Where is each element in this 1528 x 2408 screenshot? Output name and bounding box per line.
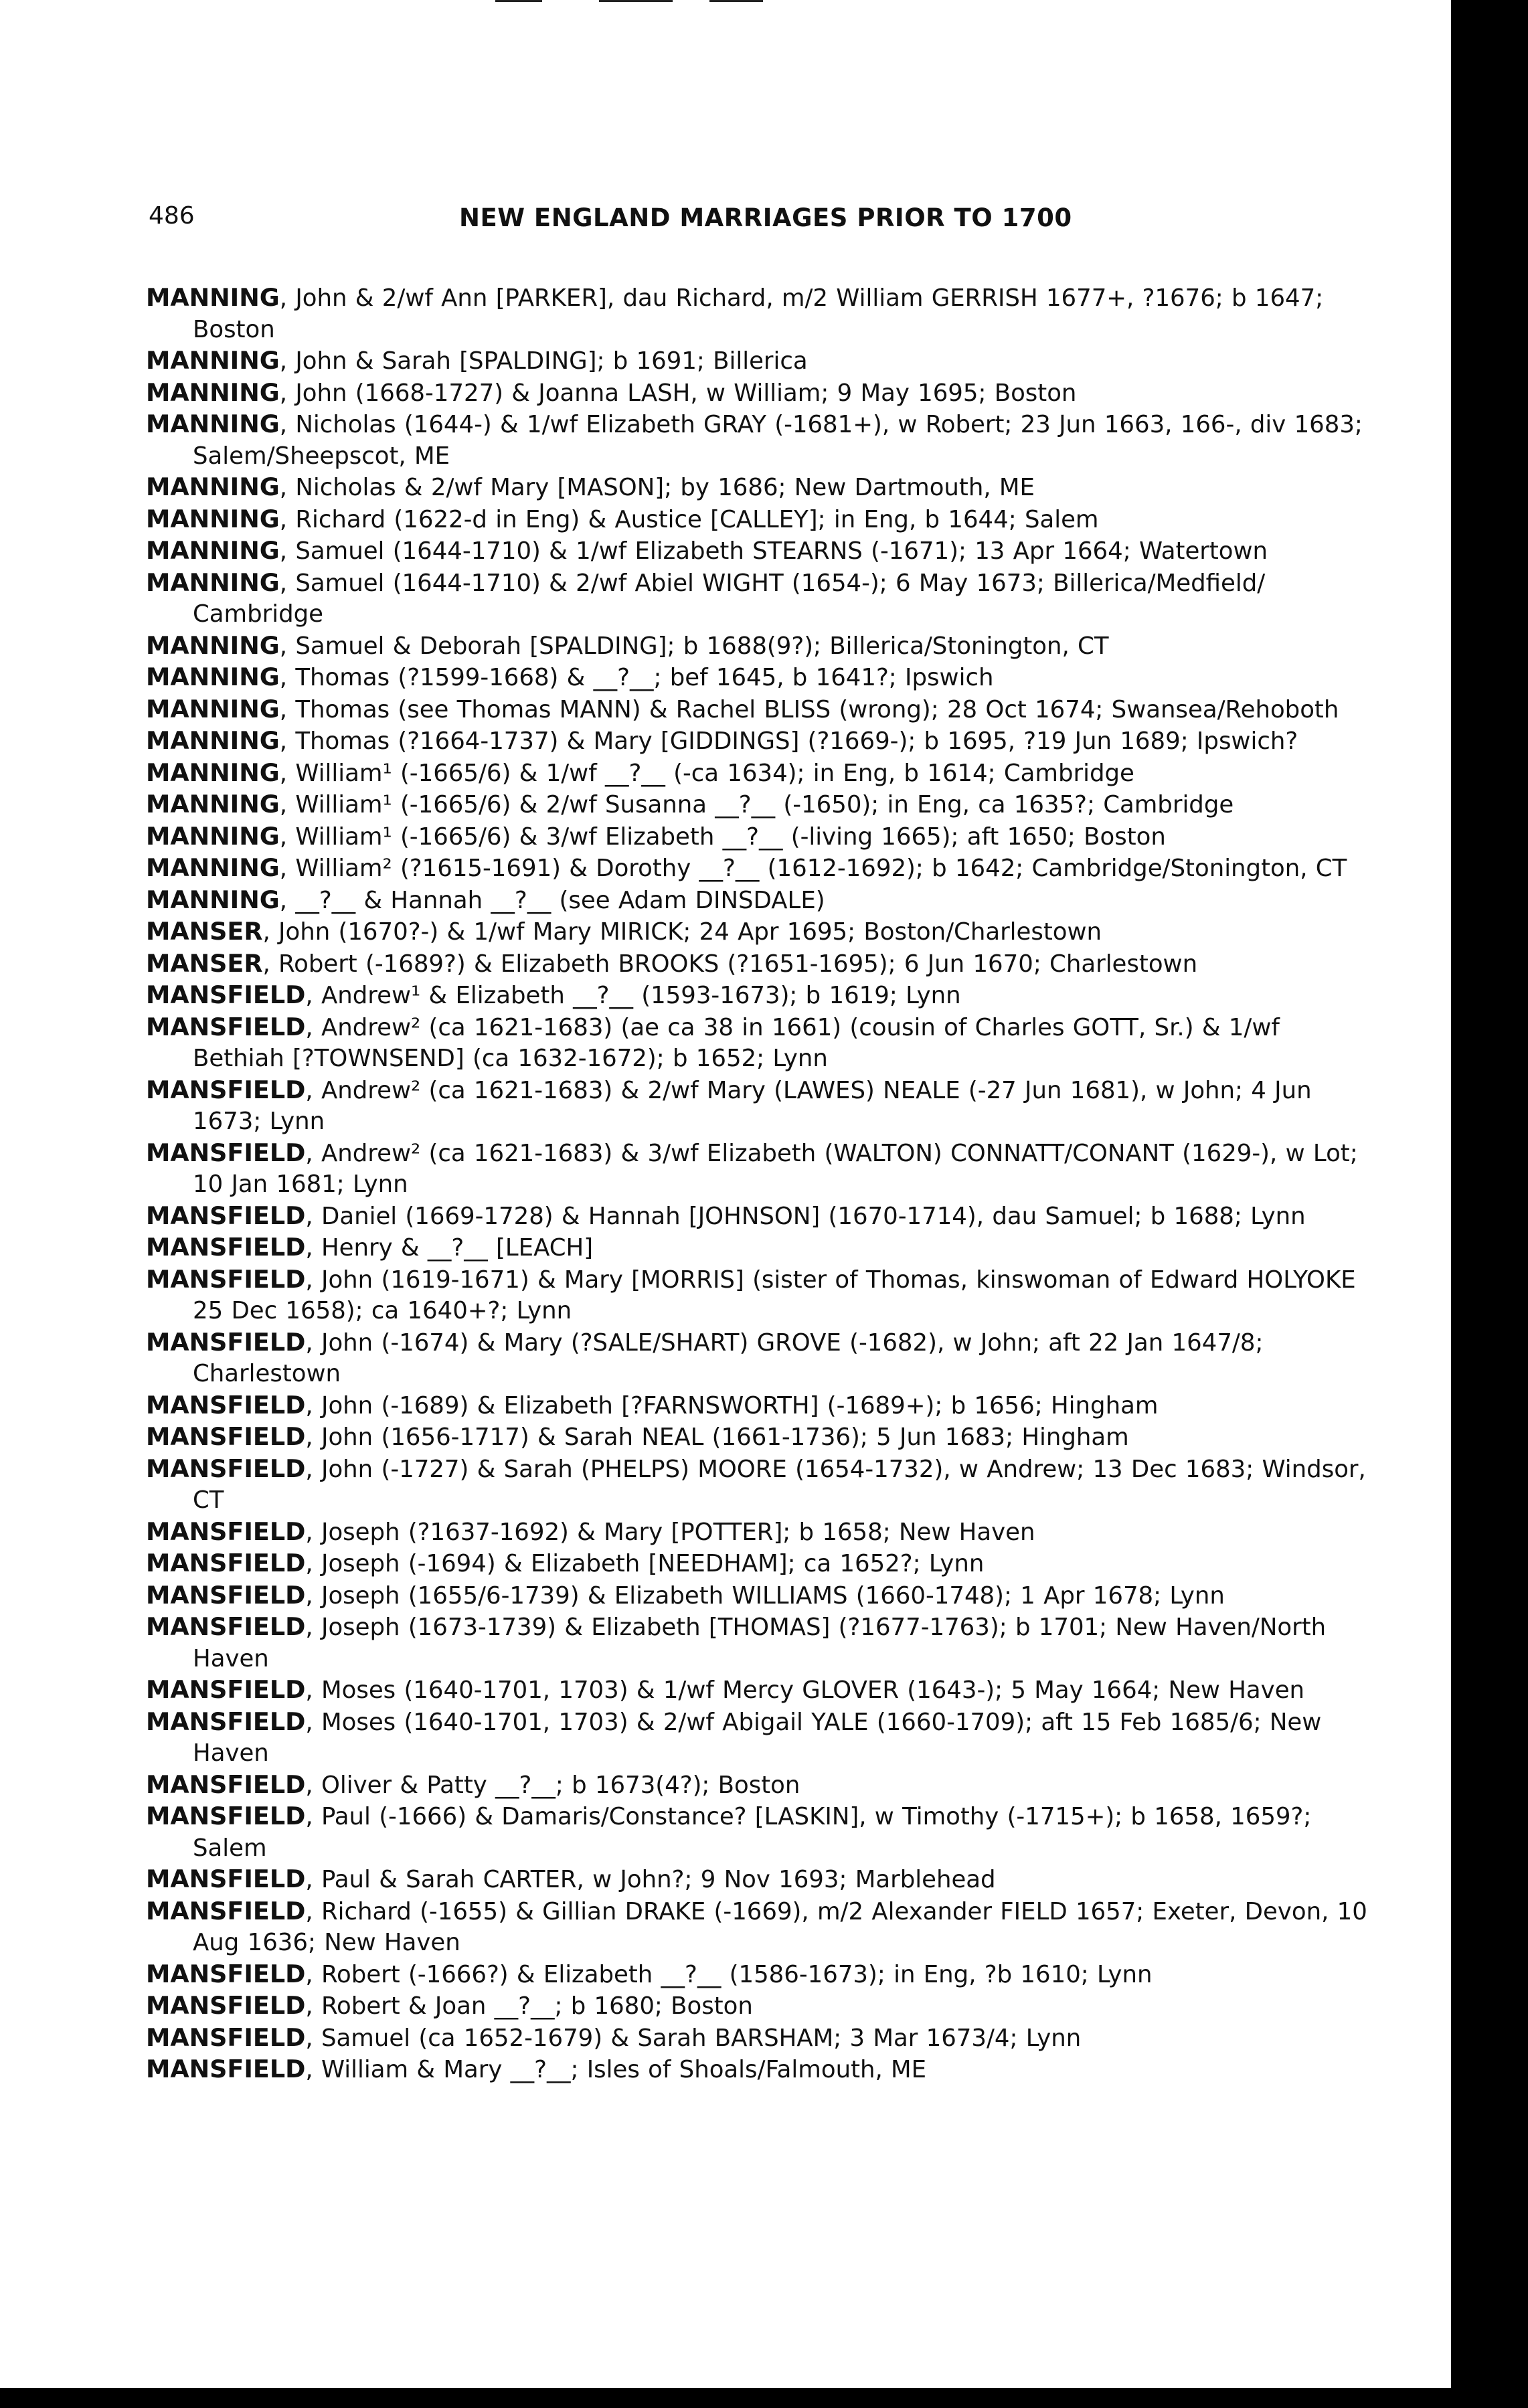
entry-text: , Robert & Joan __?__; b 1680; Boston [305,1992,753,2020]
entry-surname: MANSFIELD [146,1422,306,1451]
marriage-entry [146,1770,1377,1802]
scan-right-border [1451,0,1528,2408]
marriage-entry [146,1864,1377,1896]
marriage-entry [146,2023,1377,2055]
marriage-entry [146,472,1377,504]
entry-text: , Thomas (?1664-1737) & Mary [GIDDINGS] (?1669-); b 1695, ?19 Jun 1689; Ipswich? [279,727,1298,755]
marriage-entry [146,1390,1377,1422]
entry-text: , Richard (-1655) & Gillian DRAKE (-1669), m/2 Alexander FIELD 1657; Exeter, Devon, 10 Aug 1636; New Haven [193,1897,1367,1956]
entry-surname: MANNING [146,853,280,882]
entry-text: , Henry & __?__ [LEACH] [305,1234,594,1262]
entry-surname: MANSFIELD [146,1264,306,1294]
entry-surname: MANSFIELD [146,1675,306,1704]
entry-text: , Samuel (1644-1710) & 1/wf Elizabeth STEARNS (-1671); 13 Apr 1664; Watertown [279,537,1268,565]
marriage-entry [146,1201,1377,1233]
running-title: NEW ENGLAND MARRIAGES PRIOR TO 1700 [459,203,1072,232]
entry-surname: MANNING [146,694,280,723]
entry-text: , Joseph (1673-1739) & Elizabeth [THOMAS] (?1677-1763); b 1701; New Haven/North Haven [193,1614,1327,1672]
entry-surname: MANSFIELD [146,1549,306,1577]
entry-text: , John (1670?-) & 1/wf Mary MIRICK; 24 Apr 1695; Boston/Charlestown [262,918,1102,946]
entry-text: , William & Mary __?__; Isles of Shoals/Falmouth, ME [305,2056,927,2083]
entry-text: , William¹ (-1665/6) & 2/wf Susanna __?__ (-1650); in Eng, ca 1635?; Cambridge [279,791,1234,819]
marriage-entry [146,630,1377,663]
page-header [149,198,1420,238]
entry-surname: MANNING [146,504,280,533]
entry-surname: MANSFIELD [146,1896,306,1925]
entry-text: , Samuel & Deborah [SPALDING]; b 1688(9?); Billerica/Stonington, CT [279,632,1109,660]
marriage-entry [146,377,1377,410]
entry-text: , Andrew² (ca 1621-1683) & 3/wf Elizabeth (WALTON) CONNATT/CONANT (1629-), w Lot; 10 Jan 1681; Lynn [193,1139,1358,1198]
marriage-entry [146,2054,1377,2086]
entry-surname: MANSFIELD [146,1454,306,1483]
entry-text: , William¹ (-1665/6) & 3/wf Elizabeth __?__ (-living 1665); aft 1650; Boston [279,823,1166,851]
entry-text: , __?__ & Hannah __?__ (see Adam DINSDALE) [279,886,825,914]
entry-surname: MANNING [146,885,280,914]
entry-text: , Moses (1640-1701, 1703) & 2/wf Abigail YALE (1660-1709); aft 15 Feb 1685/6; New Haven [193,1708,1322,1767]
entry-text: , John (-1689) & Elizabeth [?FARNSWORTH] (-1689+); b 1656; Hingham [305,1391,1159,1420]
marriage-entry [146,1075,1377,1138]
marriage-entry [146,1674,1377,1707]
scan-top-marks [495,0,776,4]
entry-surname: MANSFIELD [146,1233,306,1262]
marriage-entry [146,853,1377,885]
entry-surname: MANSER [146,917,263,946]
entry-surname: MANNING [146,821,280,851]
entry-surname: MANSFIELD [146,2055,306,2083]
entry-surname: MANSFIELD [146,1138,306,1167]
entry-text: , John (1656-1717) & Sarah NEAL (1661-1736); 5 Jun 1683; Hingham [305,1424,1129,1451]
marriage-entry [146,1264,1377,1327]
marriage-entry [146,504,1377,536]
marriage-entry [146,1959,1377,1991]
marriage-entry [146,1801,1377,1864]
marriage-entry [146,1422,1377,1454]
entry-text: , Joseph (1655/6-1739) & Elizabeth WILLIAMS (1660-1748); 1 Apr 1678; Lynn [305,1581,1225,1610]
entry-surname: MANSFIELD [146,1327,306,1357]
entry-surname: MANNING [146,410,280,438]
entry-surname: MANNING [146,790,280,819]
entry-surname: MANNING [146,630,280,660]
entry-text: , Robert (-1689?) & Elizabeth BROOKS (?1651-1695); 6 Jun 1670; Charlestown [262,950,1198,978]
entry-text: , John (1668-1727) & Joanna LASH, w William; 9 May 1695; Boston [279,379,1077,407]
entry-text: , Joseph (?1637-1692) & Mary [POTTER]; b 1658; New Haven [305,1518,1035,1546]
entry-surname: MANSFIELD [146,1612,306,1641]
entry-surname: MANSFIELD [146,1580,306,1610]
entry-surname: MANSFIELD [146,1707,306,1736]
entry-text: , Andrew¹ & Elizabeth __?__ (1593-1673); b 1619; Lynn [305,982,961,1009]
entry-surname: MANNING [146,283,280,312]
entry-surname: MANSFIELD [146,980,306,1009]
entry-text: , Oliver & Patty __?__; b 1673(4?); Boston [305,1771,800,1799]
entry-surname: MANSFIELD [146,1012,306,1041]
entry-surname: MANNING [146,346,280,375]
entry-text: , Richard (1622-d in Eng) & Austice [CALLEY]; in Eng, b 1644; Salem [279,505,1099,533]
entry-surname: MANSFIELD [146,1390,306,1420]
marriage-entry [146,1232,1377,1264]
marriage-entry [146,916,1377,948]
entry-text: , John (-1674) & Mary (?SALE/SHART) GROVE (-1682), w John; aft 22 Jan 1647/8; Charlestown [193,1328,1264,1387]
page-number: 486 [149,202,195,230]
marriage-entry [146,758,1377,790]
marriage-entry [146,694,1377,726]
entry-surname: MANSFIELD [146,1517,306,1546]
entry-surname: MANNING [146,568,280,597]
entry-surname: MANSFIELD [146,1865,306,1893]
entry-text: , Moses (1640-1701, 1703) & 1/wf Mercy GLOVER (1643-); 5 May 1664; New Haven [305,1676,1305,1704]
marriage-entries-list [146,282,1377,2086]
marriage-entry [146,535,1377,568]
marriage-entry [146,1548,1377,1580]
entry-surname: MANNING [146,472,280,501]
entry-text: , Thomas (see Thomas MANN) & Rachel BLISS (wrong); 28 Oct 1674; Swansea/Rehoboth [279,695,1339,723]
entry-text: , John & Sarah [SPALDING]; b 1691; Billerica [279,347,808,375]
marriage-entry [146,662,1377,694]
entry-surname: MANSFIELD [146,1770,306,1799]
entry-text: , Paul (-1666) & Damaris/Constance? [LASKIN], w Timothy (-1715+); b 1658, 1659?; Salem [193,1803,1312,1862]
entry-text: , Robert (-1666?) & Elizabeth __?__ (1586-1673); in Eng, ?b 1610; Lynn [305,1960,1153,1988]
marriage-entry [146,725,1377,758]
entry-text: , John (-1727) & Sarah (PHELPS) MOORE (1654-1732), w Andrew; 13 Dec 1683; Windsor, CT [193,1455,1366,1514]
entry-surname: MANSFIELD [146,1075,306,1104]
marriage-entry [146,1517,1377,1549]
marriage-entry [146,568,1377,630]
entry-surname: MANSER [146,948,263,978]
marriage-entry [146,1707,1377,1770]
marriage-entry [146,282,1377,345]
marriage-entry [146,948,1377,980]
marriage-entry [146,1454,1377,1517]
entry-text: , John & 2/wf Ann [PARKER], dau Richard, m/2 William GERRISH 1677+, ?1676; b 1647; Boston [193,284,1324,343]
entry-surname: MANSFIELD [146,2023,306,2052]
entry-text: , Daniel (1669-1728) & Hannah [JOHNSON] (1670-1714), dau Samuel; b 1688; Lynn [305,1202,1306,1230]
marriage-entry [146,980,1377,1012]
entry-text: , William¹ (-1665/6) & 1/wf __?__ (-ca 1634); in Eng, b 1614; Cambridge [279,759,1134,787]
marriage-entry [146,1138,1377,1201]
entry-text: , Thomas (?1599-1668) & __?__; bef 1645, b 1641?; Ipswich [279,664,994,691]
entry-surname: MANNING [146,377,280,407]
entry-text: , Andrew² (ca 1621-1683) & 2/wf Mary (LAWES) NEALE (-27 Jun 1681), w John; 4 Jun 1673; Lynn [193,1076,1312,1135]
entry-surname: MANSFIELD [146,1201,306,1230]
marriage-entry [146,1327,1377,1390]
entry-surname: MANSFIELD [146,1959,306,1988]
entry-text: , John (1619-1671) & Mary [MORRIS] (sister of Thomas, kinswoman of Edward HOLYOKE 25 Dec 1658); ca 1640+?; Lynn [193,1266,1356,1324]
entry-text: , William² (?1615-1691) & Dorothy __?__ (1612-1692); b 1642; Cambridge/Stonington, CT [279,855,1347,882]
entry-text: , Nicholas (1644-) & 1/wf Elizabeth GRAY (-1681+), w Robert; 23 Jun 1663, 166-, div 1683; Salem/Sheepscot, ME [193,411,1363,470]
marriage-entry [146,1990,1377,2023]
entry-surname: MANNING [146,726,280,755]
entry-text: , Samuel (1644-1710) & 2/wf Abiel WIGHT (1654-); 6 May 1673; Billerica/Medfield/ Cambridge [193,569,1266,628]
marriage-entry [146,789,1377,821]
entry-text: , Samuel (ca 1652-1679) & Sarah BARSHAM; 3 Mar 1673/4; Lynn [305,2024,1082,2052]
marriage-entry [146,1012,1377,1075]
marriage-entry [146,885,1377,917]
entry-text: , Andrew² (ca 1621-1683) (ae ca 38 in 1661) (cousin of Charles GOTT, Sr.) & 1/wf Bethiah [?TOWNSEND] (ca 1632-1672); b 1652; Lynn [193,1013,1280,1072]
marriage-entry [146,821,1377,853]
entry-surname: MANNING [146,758,280,787]
entry-surname: MANNING [146,536,280,565]
marriage-entry [146,345,1377,377]
entry-text: , Paul & Sarah CARTER, w John?; 9 Nov 1693; Marblehead [305,1866,996,1893]
entry-surname: MANSFIELD [146,1802,306,1830]
entry-text: , Joseph (-1694) & Elizabeth [NEEDHAM]; ca 1652?; Lynn [305,1550,985,1577]
entry-text: , Nicholas & 2/wf Mary [MASON]; by 1686; New Dartmouth, ME [279,474,1035,501]
entry-surname: MANSFIELD [146,1991,306,2020]
marriage-entry [146,1896,1377,1959]
entry-surname: MANNING [146,663,280,691]
marriage-entry [146,409,1377,472]
scan-bottom-border [0,2388,1528,2408]
marriage-entry [146,1612,1377,1674]
marriage-entry [146,1580,1377,1612]
